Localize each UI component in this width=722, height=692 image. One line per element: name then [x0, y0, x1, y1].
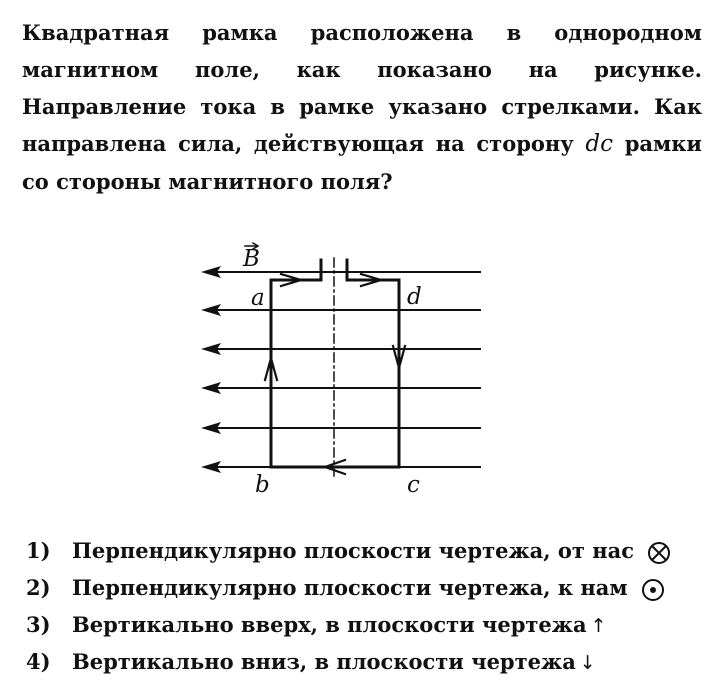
field-arrowheads — [201, 266, 221, 473]
field-lines — [207, 272, 480, 467]
answer-option-3[interactable] — [26, 606, 706, 643]
answer-text-4: Вертикально вниз, в плоскости чертежа — [72, 649, 576, 674]
frame-left-part — [271, 280, 335, 467]
frame-diagram-svg — [195, 238, 490, 506]
answer-options — [26, 532, 706, 680]
answer-option-4[interactable] — [26, 643, 706, 680]
question-side-label: dc — [585, 131, 614, 157]
circle-dot-icon — [641, 578, 665, 602]
answer-number-4: 4) — [26, 649, 51, 674]
question-text — [22, 14, 702, 200]
answer-number-3: 3) — [26, 612, 51, 637]
answer-number-1: 1) — [26, 538, 51, 563]
corner-label-c: c — [407, 472, 420, 498]
question-part-1: Квадратная рамка расположена в однородном магнитном поле, как показано на рисунке. Направление тока в рамке указано стрелками. Как направлена сила, действующая на сторону — [22, 20, 702, 156]
corner-label-a: a — [251, 285, 265, 311]
field-label-b: B — [243, 246, 260, 272]
question-part-2: рамки со стороны магнитного поля? — [22, 131, 702, 194]
corner-label-b: b — [255, 472, 270, 498]
corner-label-d: d — [407, 284, 422, 310]
current-frame — [271, 260, 399, 467]
circle-cross-icon — [647, 541, 671, 565]
answer-option-1[interactable] — [26, 532, 706, 569]
frame-diagram — [195, 238, 490, 506]
answer-text-2: Перпендикулярно плоскости чертежа, к нам — [72, 575, 628, 600]
arrow-down-icon: ↓ — [579, 652, 596, 674]
current-arrows — [265, 274, 405, 474]
answer-text-1: Перпендикулярно плоскости чертежа, от нас — [72, 538, 634, 563]
answer-text-3: Вертикально вверх, в плоскости чертежа — [72, 612, 587, 637]
frame-right-part — [335, 280, 399, 467]
arrow-up-icon: ↑ — [590, 615, 607, 637]
answer-number-2: 2) — [26, 575, 51, 600]
answer-option-2[interactable] — [26, 569, 706, 606]
